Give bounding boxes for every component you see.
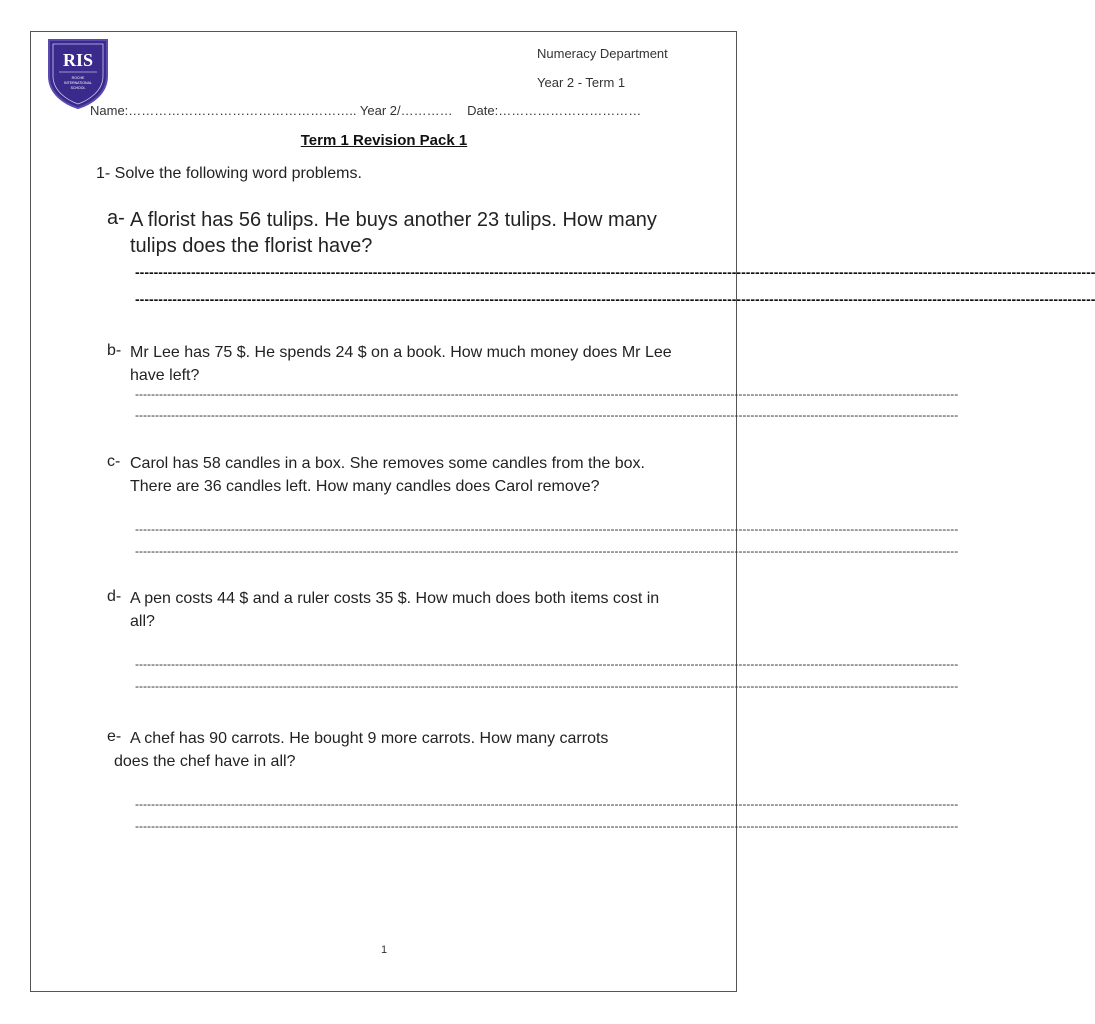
question-letter: c-	[107, 453, 121, 470]
year-term-label: Year 2 - Term 1	[537, 75, 626, 90]
instruction-text: 1- Solve the following word problems.	[96, 165, 362, 182]
answer-line[interactable]: --------------------------------------------------------------------------------------------------------------------------------------------------------------------------------------------------------------	[135, 819, 959, 833]
question-text: A florist has 56 tulips. He buys another 23 tulips. How many tulips does the florist have?	[130, 209, 657, 257]
page-title: Term 1 Revision Pack 1	[300, 132, 468, 149]
page-number: 1	[380, 944, 388, 956]
question-letter: e-	[107, 728, 122, 745]
answer-line[interactable]: --------------------------------------------------------------------------------------------------------------------------------------------------------------------------------------------------------------	[135, 387, 959, 401]
question-text: Mr Lee has 75 $. He spends 24 $ on a book. How much money does Mr Lee have left?	[130, 344, 672, 384]
question-text-continued: does the chef have in all?	[114, 753, 296, 770]
svg-text:ROCHE: ROCHE	[71, 76, 85, 80]
question-text: A pen costs 44 $ and a ruler costs 35 $. How much does both items cost in all?	[130, 590, 660, 630]
svg-text:SCHOOL: SCHOOL	[70, 86, 86, 90]
question-letter: a-	[107, 207, 125, 229]
year-field-label: Year 2/…………	[359, 103, 453, 118]
answer-line[interactable]: --------------------------------------------------------------------------------------------------------------------------------------------------------------------------------------------------------------	[135, 291, 1095, 307]
answer-line[interactable]: --------------------------------------------------------------------------------------------------------------------------------------------------------------------------------------------------------------	[135, 679, 959, 693]
answer-line[interactable]: --------------------------------------------------------------------------------------------------------------------------------------------------------------------------------------------------------------	[135, 544, 959, 558]
answer-line[interactable]: --------------------------------------------------------------------------------------------------------------------------------------------------------------------------------------------------------------	[135, 522, 959, 536]
student-info-line	[90, 103, 641, 118]
answer-line[interactable]: --------------------------------------------------------------------------------------------------------------------------------------------------------------------------------------------------------------	[135, 797, 959, 811]
svg-text:INTERNATIONAL: INTERNATIONAL	[64, 81, 92, 85]
answer-line[interactable]: --------------------------------------------------------------------------------------------------------------------------------------------------------------------------------------------------------------	[135, 408, 959, 422]
answer-line[interactable]: --------------------------------------------------------------------------------------------------------------------------------------------------------------------------------------------------------------	[135, 657, 959, 671]
date-field-label: Date:……………………………	[467, 103, 642, 118]
question-letter: b-	[107, 342, 122, 359]
question-text: Carol has 58 candles in a box. She removes some candles from the box. There are 36 candles left. How many candles does Carol remove?	[130, 455, 645, 495]
question-letter: d-	[107, 588, 122, 605]
school-logo	[45, 36, 111, 110]
svg-text:RIS: RIS	[62, 50, 94, 70]
name-field-label: Name:……………………………………………..	[90, 103, 357, 118]
answer-line[interactable]: --------------------------------------------------------------------------------------------------------------------------------------------------------------------------------------------------------------	[135, 264, 1095, 280]
question-text: A chef has 90 carrots. He bought 9 more carrots. How many carrots	[130, 730, 609, 747]
department-label: Numeracy Department	[537, 46, 668, 61]
